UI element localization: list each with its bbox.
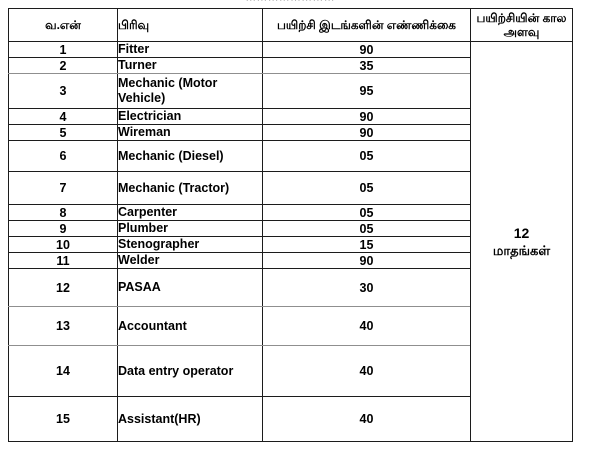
cell-serial-number: 11 xyxy=(9,253,118,269)
table-row xyxy=(9,42,573,58)
column-header-duration: பயிற்சியின் கால அளவு xyxy=(471,9,573,42)
cell-serial-number: 10 xyxy=(9,237,118,253)
cell-serial-number: 15 xyxy=(9,397,118,442)
cell-trade: Mechanic (Tractor) xyxy=(118,172,263,205)
cell-trade: Fitter xyxy=(118,42,263,58)
training-trades-table xyxy=(8,8,573,442)
cell-seat-count: 40 xyxy=(263,397,471,442)
cell-seat-count: 05 xyxy=(263,172,471,205)
cell-seat-count: 15 xyxy=(263,237,471,253)
cell-serial-number: 2 xyxy=(9,58,118,74)
cell-seat-count: 05 xyxy=(263,221,471,237)
cell-seat-count: 05 xyxy=(263,205,471,221)
cell-serial-number: 6 xyxy=(9,141,118,172)
cell-serial-number: 5 xyxy=(9,125,118,141)
cell-seat-count: 90 xyxy=(263,42,471,58)
cell-trade: PASAA xyxy=(118,269,263,307)
cell-serial-number: 8 xyxy=(9,205,118,221)
cell-trade: Data entry operator xyxy=(118,346,263,397)
cell-trade: Mechanic (Motor Vehicle) xyxy=(118,74,263,109)
cell-trade: Mechanic (Diesel) xyxy=(118,141,263,172)
cell-seat-count: 90 xyxy=(263,109,471,125)
cell-serial-number: 14 xyxy=(9,346,118,397)
duration-unit: மாதங்கள் xyxy=(492,242,551,258)
cell-trade: Turner xyxy=(118,58,263,74)
cell-trade: Wireman xyxy=(118,125,263,141)
cell-seat-count: 30 xyxy=(263,269,471,307)
cell-serial-number: 4 xyxy=(9,109,118,125)
cell-trade: Accountant xyxy=(118,307,263,346)
clipped-text-above-table xyxy=(8,0,572,5)
cell-trade: Stenographer xyxy=(118,237,263,253)
cell-serial-number: 12 xyxy=(9,269,118,307)
cell-serial-number: 13 xyxy=(9,307,118,346)
cell-serial-number: 3 xyxy=(9,74,118,109)
cell-seat-count: 40 xyxy=(263,346,471,397)
cell-seat-count: 95 xyxy=(263,74,471,109)
column-header-serial-number: வ.என் xyxy=(9,9,118,42)
cell-serial-number: 9 xyxy=(9,221,118,237)
cell-trade: Electrician xyxy=(118,109,263,125)
cell-seat-count: 40 xyxy=(263,307,471,346)
duration-number: 12 xyxy=(513,224,530,241)
cell-serial-number: 1 xyxy=(9,42,118,58)
cell-trade: Carpenter xyxy=(118,205,263,221)
cell-trade: Welder xyxy=(118,253,263,269)
cell-duration-merged xyxy=(471,42,573,442)
column-header-trade: பிரிவு xyxy=(118,9,263,42)
cell-trade: Assistant(HR) xyxy=(118,397,263,442)
cell-seat-count: 90 xyxy=(263,125,471,141)
cell-trade: Plumber xyxy=(118,221,263,237)
table-header-row xyxy=(9,9,573,42)
cell-seat-count: 05 xyxy=(263,141,471,172)
column-header-seat-count: பயிற்சி இடங்களின் எண்ணிக்கை xyxy=(263,9,471,42)
cell-serial-number: 7 xyxy=(9,172,118,205)
cell-seat-count: 90 xyxy=(263,253,471,269)
cell-seat-count: 35 xyxy=(263,58,471,74)
